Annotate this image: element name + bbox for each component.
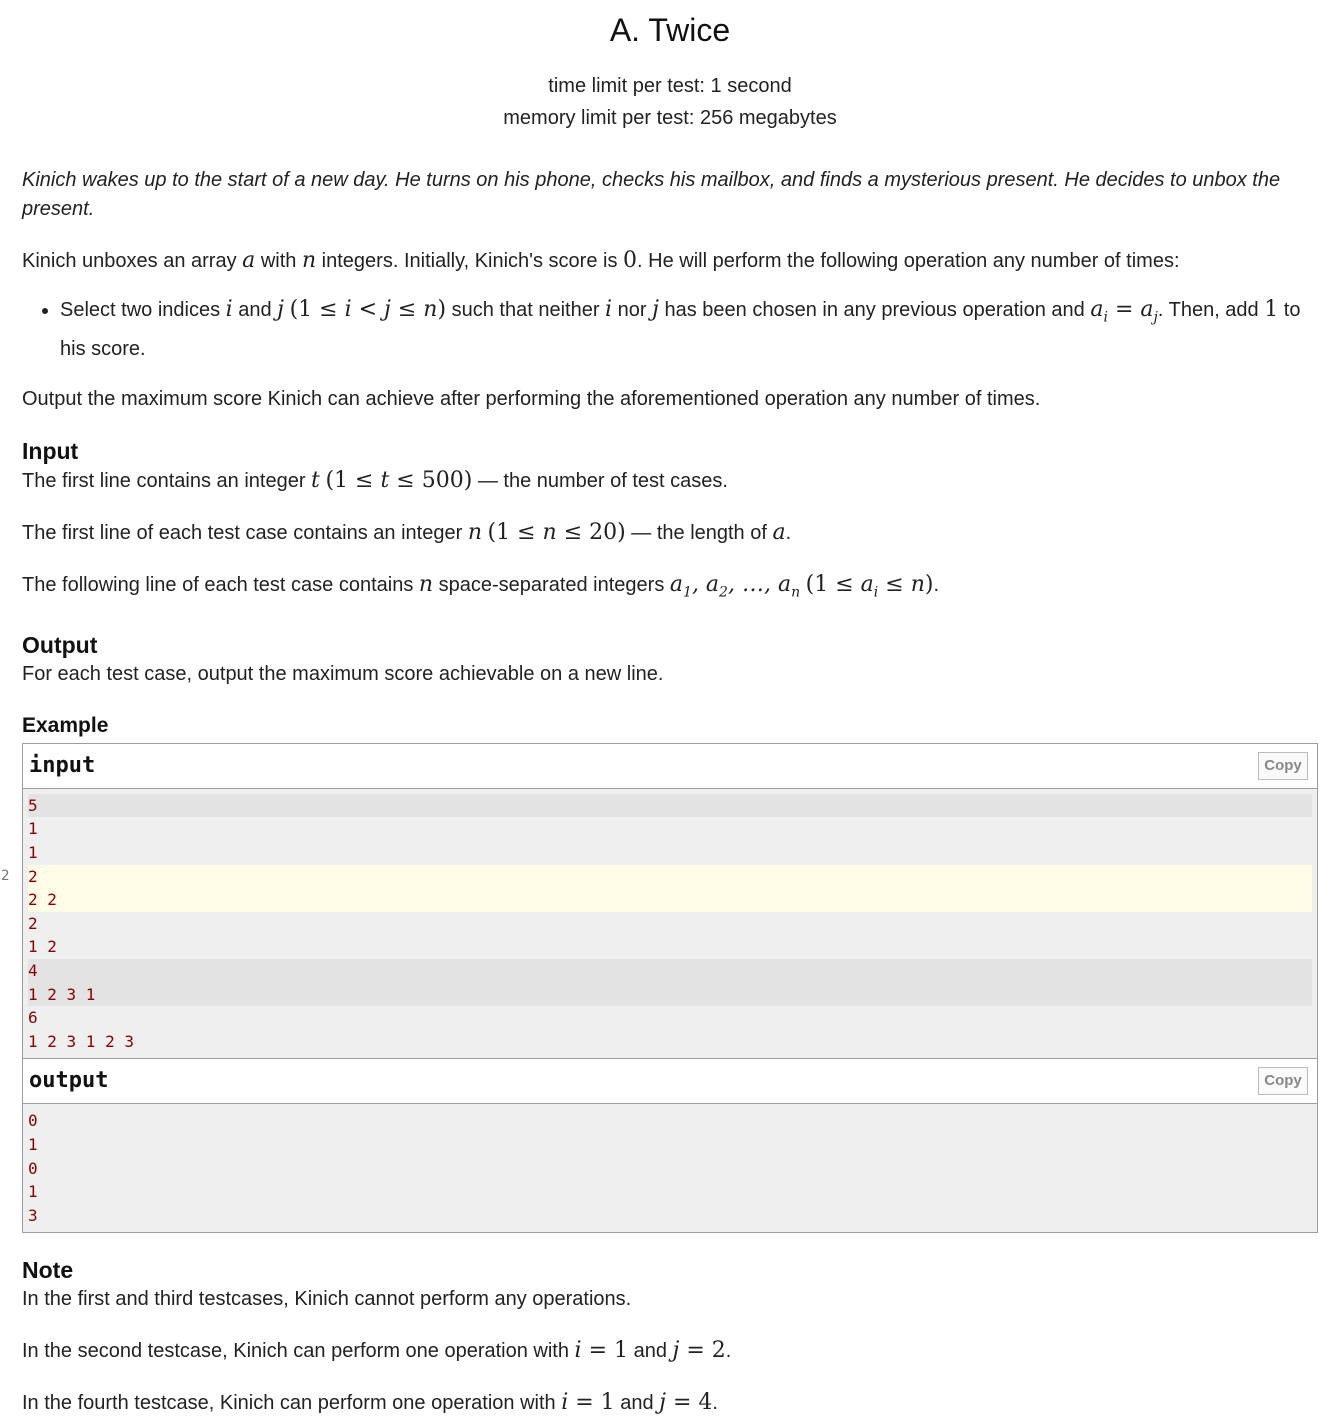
input-heading: Input: [22, 438, 79, 465]
note-line-1: In the first and third testcases, Kinich cannot perform any operations.: [22, 1288, 632, 1311]
output-header: [23, 1058, 1317, 1104]
note-section: [22, 1255, 1318, 1418]
output-heading: Output: [22, 631, 98, 658]
input-line: 2: [28, 913, 38, 933]
input-section: [22, 436, 1318, 607]
output-line: 0: [28, 1158, 38, 1178]
line-marker: 2: [1, 867, 10, 884]
input-line: 2: [28, 865, 1312, 889]
output-body[interactable]: [23, 1104, 1317, 1232]
sample-test: [1, 743, 1318, 1234]
problem-title: A. Twice: [609, 12, 731, 48]
output-line: 3: [28, 1205, 38, 1225]
input-line: 4: [28, 959, 1312, 983]
input-line: 1: [28, 842, 38, 862]
input-line: 1 2: [28, 937, 57, 957]
input-line-2: The first line of each test case contains an integer n (1 ≤ n ≤ 20) — the length of a.: [22, 520, 792, 546]
copy-input-button[interactable]: Copy: [1258, 752, 1308, 780]
operation-list: [22, 294, 1318, 365]
operation-item: • Select two indices i and j (1 ≤ i < j ≤ n) such that neither i nor j has been chosen in any previous operation and $a_i = a_j$. Then, add 1 to his score.: [60, 294, 1318, 365]
output-line: 0: [28, 1111, 38, 1131]
output-text: For each test case, output the maximum score achievable on a new line.: [22, 662, 664, 685]
example-section: [1, 713, 1318, 1234]
limits: [22, 70, 1318, 134]
output-line: 1: [28, 1134, 38, 1154]
statement-paragraph-1: Kinich unboxes an array a with n integers. Initially, Kinich's score is 0. He will perform the following operation any number of times:: [22, 248, 1180, 273]
input-line: 1 2 3 1: [28, 983, 1312, 1007]
problem-statement: [1, 0, 1318, 1418]
input-line: 1 2 3 1 2 3: [28, 1031, 134, 1051]
input-body[interactable]: [1, 789, 1317, 1059]
input-line: 5: [28, 794, 1312, 818]
note-line-2: In the second testcase, Kinich can perform one operation with i = 1 and j = 2.: [22, 1338, 732, 1364]
input-line-1: The first line contains an integer t (1 ≤ t ≤ 500) — the number of test cases.: [22, 468, 728, 494]
output-section: [22, 630, 1318, 689]
note-line-3: In the fourth testcase, Kinich can perform one operation with i = 1 and j = 4.: [22, 1390, 718, 1416]
note-heading: Note: [22, 1257, 74, 1284]
legend-text: Kinich wakes up to the start of a new day. He turns on his phone, checks his mailbox, and finds a mysterious present. He decides to unbox the present.: [22, 169, 1281, 220]
copy-output-button[interactable]: Copy: [1258, 1067, 1308, 1095]
time-limit: time limit per test: 1 second: [548, 75, 792, 97]
output-label: output: [29, 1068, 109, 1094]
input-line: 6: [28, 1008, 38, 1028]
input-label: input: [29, 752, 96, 778]
memory-limit: memory limit per test: 256 megabytes: [503, 107, 837, 129]
input-line-3: The following line of each test case contains n space-separated integers $a_1$, $a_2$, …, $a_n$ $(1 \le a_i \le n)$.: [22, 572, 940, 601]
example-heading: Example: [22, 713, 109, 737]
output-line: 1: [28, 1182, 38, 1202]
input-line: 1: [28, 819, 38, 839]
input-header: [23, 744, 1317, 789]
statement-paragraph-2: Output the maximum score Kinich can achieve after performing the aforementioned operation any number of times.: [22, 388, 1041, 411]
input-line: 2 2: [28, 888, 1312, 912]
